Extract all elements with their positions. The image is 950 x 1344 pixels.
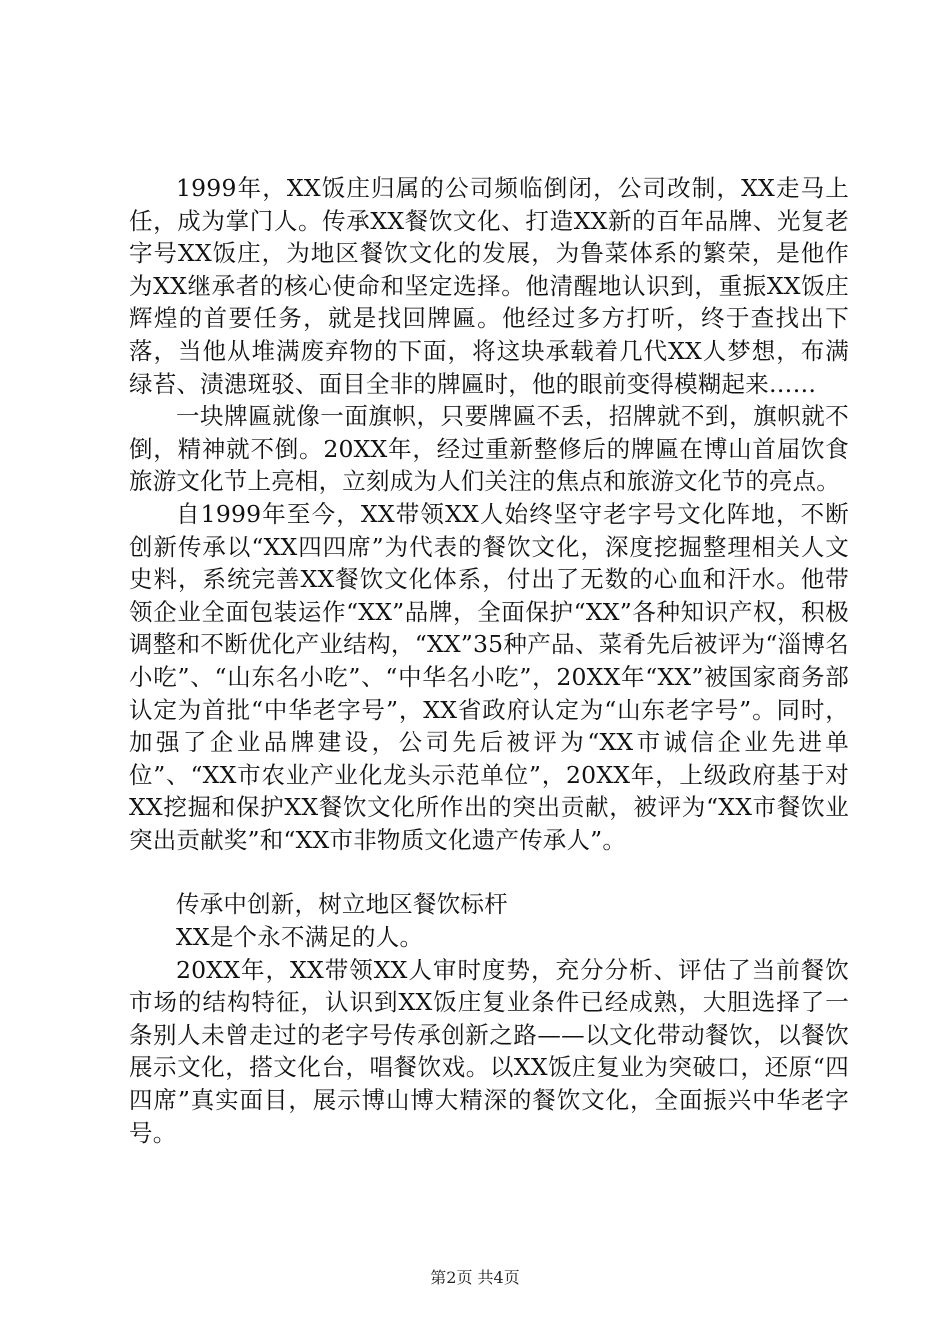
page-number-footer: 第2页 共4页 (430, 1268, 520, 1287)
document-body (129, 172, 849, 1149)
paragraph-achievements: 自1999年至今，XX带领XX人始终坚守老字号文化阵地，不断创新传承以“XX四四席”为代表的餐饮文化，深度挖掘整理相关人文史料，系统完善XX餐饮文化体系，付出了无数的心血和汗水。他带领企业全面包装运作“XX”品牌，全面保护“XX”各种知识产权，积极调整和不断优化产业结构，“XX”35种产品、菜肴先后被评为“淄博名小吃”、“山东名小吃”、“中华名小吃”，20XX年“XX”被国家商务部认定为首批“中华老字号”，XX省政府认定为“山东老字号”。同时，加强了企业品牌建设，公司先后被评为“XX市诚信企业先进单位”、“XX市农业产业化龙头示范单位”，20XX年，上级政府基于对XX挖掘和保护XX餐饮文化所作出的突出贡献，被评为“XX市餐饮业突出贡献奖”和“XX市非物质文化遗产传承人”。 (129, 499, 849, 854)
paragraph-never-satisfied: XX是个永不满足的人。 (176, 923, 424, 952)
paragraph-plaque: 一块牌匾就像一面旗帜，只要牌匾不丢，招牌就不到，旗帜就不倒，精神就不倒。20XX年，经过重新整修后的牌匾在博山首届饮食旅游文化节上亮相，立刻成为人们关注的焦点和旅游文化节的亮点。 (129, 402, 849, 496)
paragraph-innovation: 20XX年，XX带领XX人审时度势，充分分析、评估了当前餐饮市场的结构特征，认识到XX饭庄复业条件已经成熟，大胆选择了一条别人未曾走过的老字号传承创新之路——以文化带动餐饮，以餐饮展示文化，搭文化台，唱餐饮戏。以XX饭庄复业为突破口，还原“四四席”真实面目，展示博山博大精深的餐饮文化，全面振兴中华老字号。 (129, 955, 849, 1147)
paragraph-restructuring: 1999年，XX饭庄归属的公司频临倒闭，公司改制，XX走马上任，成为掌门人。传承XX餐饮文化、打造XX新的百年品牌、光复老字号XX饭庄，为地区餐饮文化的发展，为鲁菜体系的繁荣，是他作为XX继承者的核心使命和坚定选择。他清醒地认识到，重振XX饭庄辉煌的首要任务，就是找回牌匾。他经过多方打听，终于查找出下落，当他从堆满废弃物的下面，将这块承载着几代XX人梦想，布满绿苔、渍漶斑驳、面目全非的牌匾时，他的眼前变得模糊起来…… (129, 174, 849, 398)
paragraph-spacer (129, 856, 849, 888)
section-heading: 传承中创新，树立地区餐饮标杆 (176, 890, 508, 919)
